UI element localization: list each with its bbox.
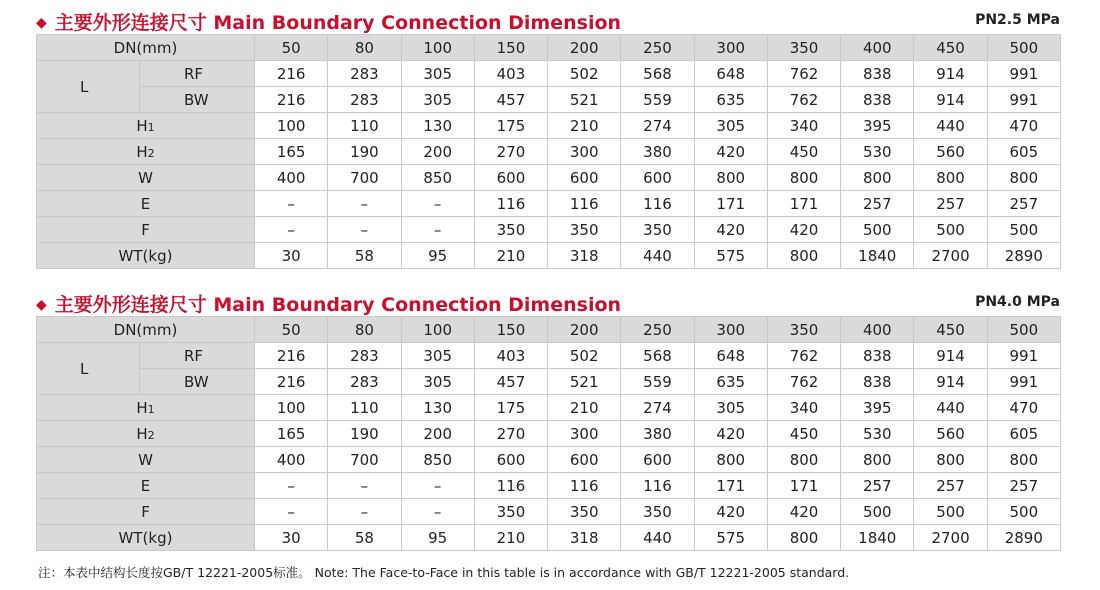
table-row	[37, 217, 1061, 243]
value-cell: 110	[328, 395, 401, 421]
value-cell: 991	[987, 343, 1060, 369]
value-cell: 600	[621, 165, 694, 191]
diamond-bullet-icon: ◆	[36, 15, 47, 31]
value-cell: 457	[474, 87, 547, 113]
value-cell: –	[255, 217, 328, 243]
value-cell: 914	[914, 61, 987, 87]
value-cell: 305	[694, 113, 767, 139]
row-label-text: H	[136, 398, 148, 417]
value-cell: 850	[401, 447, 474, 473]
value-cell: 500	[914, 217, 987, 243]
value-cell: 800	[767, 165, 840, 191]
value-cell: 600	[548, 447, 621, 473]
value-cell: 521	[548, 87, 621, 113]
value-cell: 257	[987, 473, 1060, 499]
row-group-label: L	[37, 61, 140, 113]
value-cell: 305	[401, 343, 474, 369]
dn-cell: 400	[841, 317, 914, 343]
table-row	[37, 61, 1061, 87]
value-cell: 521	[548, 369, 621, 395]
value-cell: 350	[548, 499, 621, 525]
row-label	[37, 473, 255, 499]
value-cell: 568	[621, 61, 694, 87]
value-cell: –	[401, 473, 474, 499]
value-cell: 470	[987, 395, 1060, 421]
dimension-table	[36, 34, 1061, 269]
value-cell: 305	[401, 87, 474, 113]
value-cell: 305	[694, 395, 767, 421]
value-cell: 800	[841, 447, 914, 473]
table-row	[37, 447, 1061, 473]
dimension-section-pn25	[36, 6, 1060, 269]
value-cell: 762	[767, 61, 840, 87]
value-cell: 116	[474, 191, 547, 217]
value-cell: 800	[767, 525, 840, 551]
value-cell: 116	[474, 473, 547, 499]
dn-cell: 450	[914, 35, 987, 61]
dn-header-row	[37, 35, 1061, 61]
value-cell: 762	[767, 369, 840, 395]
row-label	[37, 217, 255, 243]
value-cell: 403	[474, 343, 547, 369]
value-cell: 700	[328, 447, 401, 473]
value-cell: 210	[474, 525, 547, 551]
row-label	[37, 113, 255, 139]
value-cell: 500	[987, 499, 1060, 525]
value-cell: 440	[914, 113, 987, 139]
dn-label: DN(mm)	[37, 35, 255, 61]
value-cell: 500	[841, 217, 914, 243]
value-cell: 403	[474, 61, 547, 87]
row-sublabel: BW	[140, 369, 255, 395]
value-cell: 30	[255, 525, 328, 551]
value-cell: 991	[987, 87, 1060, 113]
value-cell: 500	[914, 499, 987, 525]
dn-cell: 150	[474, 317, 547, 343]
value-cell: 559	[621, 369, 694, 395]
value-cell: 440	[621, 243, 694, 269]
row-group-label: L	[37, 343, 140, 395]
value-cell: 800	[767, 243, 840, 269]
table-row	[37, 369, 1061, 395]
value-cell: 400	[255, 165, 328, 191]
value-cell: 1840	[841, 525, 914, 551]
value-cell: 600	[474, 165, 547, 191]
value-cell: 600	[621, 447, 694, 473]
value-cell: 530	[841, 139, 914, 165]
table-row	[37, 473, 1061, 499]
value-cell: 216	[255, 87, 328, 113]
row-label-text: WT(kg)	[118, 528, 173, 547]
value-cell: 190	[328, 421, 401, 447]
value-cell: 58	[328, 243, 401, 269]
value-cell: –	[255, 499, 328, 525]
value-cell: 350	[621, 499, 694, 525]
row-label	[37, 191, 255, 217]
value-cell: 200	[401, 421, 474, 447]
value-cell: 568	[621, 343, 694, 369]
table-row	[37, 191, 1061, 217]
diamond-bullet-icon: ◆	[36, 297, 47, 313]
value-cell: 130	[401, 113, 474, 139]
row-label	[37, 525, 255, 551]
value-cell: 257	[841, 191, 914, 217]
value-cell: 100	[255, 113, 328, 139]
dn-header-row	[37, 317, 1061, 343]
row-sublabel: RF	[140, 343, 255, 369]
row-label-subscript: 2	[147, 428, 155, 442]
value-cell: 2890	[987, 525, 1060, 551]
value-cell: 600	[548, 165, 621, 191]
value-cell: 395	[841, 395, 914, 421]
dimension-table	[36, 316, 1061, 551]
row-label-subscript: 1	[147, 402, 155, 416]
value-cell: 270	[474, 421, 547, 447]
value-cell: 100	[255, 395, 328, 421]
value-cell: 440	[914, 395, 987, 421]
value-cell: 190	[328, 139, 401, 165]
row-label-text: H	[136, 424, 148, 443]
dn-cell: 500	[987, 35, 1060, 61]
dn-cell: 500	[987, 317, 1060, 343]
row-label	[37, 447, 255, 473]
dn-cell: 100	[401, 35, 474, 61]
value-cell: 283	[328, 61, 401, 87]
value-cell: 530	[841, 421, 914, 447]
value-cell: 502	[548, 343, 621, 369]
value-cell: 991	[987, 369, 1060, 395]
value-cell: –	[328, 191, 401, 217]
value-cell: 500	[987, 217, 1060, 243]
value-cell: 605	[987, 421, 1060, 447]
value-cell: 283	[328, 343, 401, 369]
pressure-label: PN4.0 MPa	[975, 294, 1060, 310]
row-label	[37, 139, 255, 165]
value-cell: 800	[841, 165, 914, 191]
dn-cell: 150	[474, 35, 547, 61]
value-cell: 420	[767, 499, 840, 525]
section-header	[36, 6, 1060, 34]
value-cell: 257	[841, 473, 914, 499]
dn-cell: 400	[841, 35, 914, 61]
value-cell: 210	[548, 395, 621, 421]
value-cell: 257	[914, 191, 987, 217]
value-cell: –	[255, 473, 328, 499]
value-cell: 171	[767, 191, 840, 217]
dn-cell: 450	[914, 317, 987, 343]
value-cell: 380	[621, 421, 694, 447]
value-cell: 283	[328, 369, 401, 395]
value-cell: 257	[914, 473, 987, 499]
value-cell: 165	[255, 421, 328, 447]
value-cell: 2890	[987, 243, 1060, 269]
value-cell: 171	[767, 473, 840, 499]
table-row	[37, 343, 1061, 369]
value-cell: 283	[328, 87, 401, 113]
row-sublabel: BW	[140, 87, 255, 113]
row-label-text: WT(kg)	[118, 246, 173, 265]
value-cell: –	[328, 217, 401, 243]
value-cell: 914	[914, 87, 987, 113]
value-cell: 800	[914, 165, 987, 191]
value-cell: –	[328, 473, 401, 499]
pressure-label: PN2.5 MPa	[975, 12, 1060, 28]
value-cell: 257	[987, 191, 1060, 217]
table-row	[37, 113, 1061, 139]
value-cell: 762	[767, 87, 840, 113]
row-label	[37, 165, 255, 191]
dn-cell: 300	[694, 35, 767, 61]
table-row	[37, 139, 1061, 165]
value-cell: 216	[255, 61, 328, 87]
value-cell: 450	[767, 139, 840, 165]
value-cell: 470	[987, 113, 1060, 139]
value-cell: 395	[841, 113, 914, 139]
dimension-section-pn40	[36, 288, 1060, 551]
value-cell: 274	[621, 395, 694, 421]
value-cell: 350	[548, 217, 621, 243]
row-label-text: E	[140, 194, 151, 213]
value-cell: 838	[841, 343, 914, 369]
value-cell: 762	[767, 343, 840, 369]
row-sublabel: RF	[140, 61, 255, 87]
value-cell: 95	[401, 243, 474, 269]
row-label-text: W	[138, 450, 153, 469]
value-cell: 116	[548, 191, 621, 217]
table-row	[37, 87, 1061, 113]
table-row	[37, 421, 1061, 447]
value-cell: 400	[255, 447, 328, 473]
value-cell: 350	[474, 217, 547, 243]
dn-cell: 250	[621, 35, 694, 61]
value-cell: 210	[548, 113, 621, 139]
value-cell: 502	[548, 61, 621, 87]
value-cell: 420	[694, 421, 767, 447]
value-cell: 575	[694, 525, 767, 551]
value-cell: 116	[621, 473, 694, 499]
table-row	[37, 525, 1061, 551]
value-cell: 575	[694, 243, 767, 269]
value-cell: 300	[548, 139, 621, 165]
row-label-text: F	[141, 502, 150, 521]
row-label-subscript: 1	[147, 120, 155, 134]
value-cell: 700	[328, 165, 401, 191]
dn-cell: 350	[767, 317, 840, 343]
value-cell: 116	[548, 473, 621, 499]
value-cell: –	[401, 217, 474, 243]
value-cell: –	[328, 499, 401, 525]
row-label	[37, 243, 255, 269]
value-cell: 600	[474, 447, 547, 473]
table-row	[37, 395, 1061, 421]
table-row	[37, 243, 1061, 269]
value-cell: 171	[694, 191, 767, 217]
value-cell: 560	[914, 139, 987, 165]
value-cell: 110	[328, 113, 401, 139]
section-title	[36, 8, 621, 35]
row-label-text: H	[136, 142, 148, 161]
value-cell: 440	[621, 525, 694, 551]
value-cell: 838	[841, 61, 914, 87]
row-label	[37, 395, 255, 421]
value-cell: 305	[401, 61, 474, 87]
value-cell: 270	[474, 139, 547, 165]
dn-cell: 50	[255, 35, 328, 61]
value-cell: 850	[401, 165, 474, 191]
value-cell: 175	[474, 113, 547, 139]
section-title	[36, 290, 621, 317]
value-cell: 171	[694, 473, 767, 499]
dn-cell: 100	[401, 317, 474, 343]
value-cell: –	[255, 191, 328, 217]
value-cell: 800	[694, 165, 767, 191]
value-cell: 350	[621, 217, 694, 243]
value-cell: 838	[841, 369, 914, 395]
value-cell: 420	[694, 139, 767, 165]
value-cell: 95	[401, 525, 474, 551]
value-cell: 605	[987, 139, 1060, 165]
value-cell: 914	[914, 343, 987, 369]
value-cell: 380	[621, 139, 694, 165]
value-cell: 991	[987, 61, 1060, 87]
value-cell: 165	[255, 139, 328, 165]
value-cell: 635	[694, 369, 767, 395]
row-label-text: W	[138, 168, 153, 187]
dn-cell: 80	[328, 35, 401, 61]
value-cell: 300	[548, 421, 621, 447]
dn-cell: 250	[621, 317, 694, 343]
dn-cell: 350	[767, 35, 840, 61]
section-header	[36, 288, 1060, 316]
value-cell: 648	[694, 61, 767, 87]
dn-cell: 50	[255, 317, 328, 343]
value-cell: 216	[255, 369, 328, 395]
row-label-text: H	[136, 116, 148, 135]
dn-cell: 200	[548, 317, 621, 343]
value-cell: 500	[841, 499, 914, 525]
value-cell: –	[401, 191, 474, 217]
dn-label: DN(mm)	[37, 317, 255, 343]
value-cell: 2700	[914, 243, 987, 269]
value-cell: 800	[987, 447, 1060, 473]
value-cell: 216	[255, 343, 328, 369]
value-cell: 30	[255, 243, 328, 269]
value-cell: 116	[621, 191, 694, 217]
value-cell: 635	[694, 87, 767, 113]
value-cell: 58	[328, 525, 401, 551]
row-label-subscript: 2	[147, 146, 155, 160]
value-cell: 420	[767, 217, 840, 243]
value-cell: 800	[987, 165, 1060, 191]
value-cell: 450	[767, 421, 840, 447]
dn-cell: 200	[548, 35, 621, 61]
value-cell: 340	[767, 113, 840, 139]
value-cell: 800	[694, 447, 767, 473]
value-cell: 200	[401, 139, 474, 165]
value-cell: 350	[474, 499, 547, 525]
table-row	[37, 165, 1061, 191]
row-label	[37, 499, 255, 525]
value-cell: 800	[914, 447, 987, 473]
dn-cell: 300	[694, 317, 767, 343]
value-cell: 175	[474, 395, 547, 421]
value-cell: 210	[474, 243, 547, 269]
value-cell: 914	[914, 369, 987, 395]
value-cell: 420	[694, 217, 767, 243]
row-label-text: E	[140, 476, 151, 495]
footnote: 注：本表中结构长度按GB/T 12221-2005标准。 Note: The Face-to-Face in this table is in accordance with GB/T 12221-2005 standard.	[38, 565, 850, 580]
value-cell: 420	[694, 499, 767, 525]
value-cell: 340	[767, 395, 840, 421]
value-cell: 838	[841, 87, 914, 113]
row-label	[37, 421, 255, 447]
value-cell: 800	[767, 447, 840, 473]
value-cell: 560	[914, 421, 987, 447]
value-cell: –	[401, 499, 474, 525]
table-row	[37, 499, 1061, 525]
value-cell: 648	[694, 343, 767, 369]
value-cell: 130	[401, 395, 474, 421]
row-label-text: F	[141, 220, 150, 239]
value-cell: 318	[548, 243, 621, 269]
value-cell: 305	[401, 369, 474, 395]
section-title-text: 主要外形连接尺寸 Main Boundary Connection Dimension	[54, 12, 622, 34]
section-title-text: 主要外形连接尺寸 Main Boundary Connection Dimension	[54, 294, 622, 316]
value-cell: 457	[474, 369, 547, 395]
value-cell: 559	[621, 87, 694, 113]
value-cell: 1840	[841, 243, 914, 269]
value-cell: 318	[548, 525, 621, 551]
dn-cell: 80	[328, 317, 401, 343]
value-cell: 274	[621, 113, 694, 139]
value-cell: 2700	[914, 525, 987, 551]
